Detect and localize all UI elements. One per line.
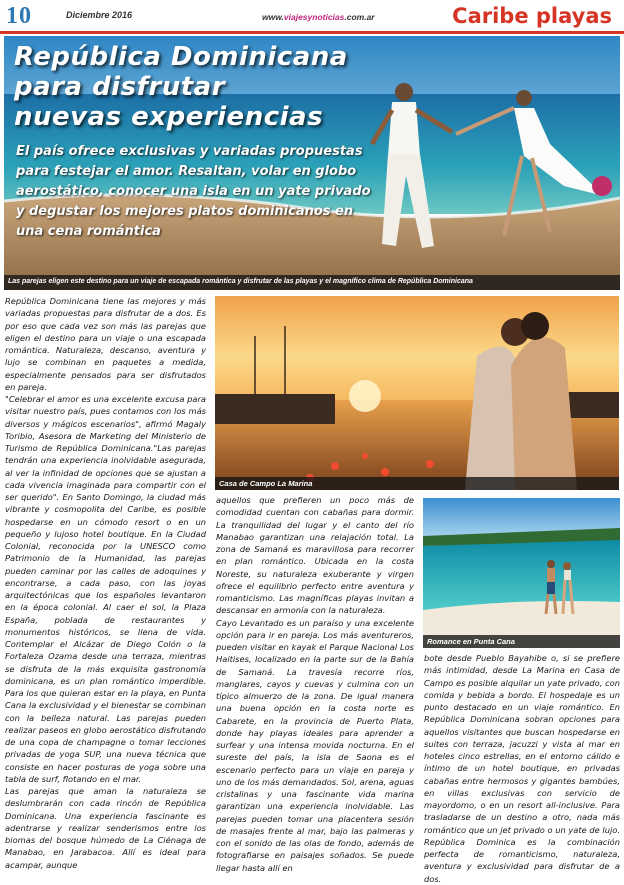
marina-sunset-image xyxy=(215,296,619,490)
article-paragraph: República Dominicana tiene las mejores y más variadas propuestas para disfrutar de a dos. Es por eso que cada vez son más las parejas que eligen el destino para un viaje o una escapada romántica. Naturaleza, descanso, aventura y lujo se combinan en paquetes a medida, especialmente pensados para ser disfrutados en pareja. xyxy=(5,296,206,392)
url-suffix: .com.ar xyxy=(344,12,375,22)
hero-headline-line: nuevas experiencias xyxy=(14,102,324,132)
punta-cana-beach-image xyxy=(423,498,620,648)
hero-headline-line: para disfrutar xyxy=(14,72,226,102)
hero-banner xyxy=(4,36,620,290)
article-paragraph: "Celebrar el amor es una excelente excusa para visitar nuestro país, pues contamos con los más diversos y mágicos escenarios", afirmó Magaly Toribio, Asesora de Marketing del Ministerio de Turismo de República Dominicana."Las parejas tendrán una experiencia inolvidable asegurada, al ver la infinidad de opciones que se ajustan a cada vivencia imaginada para compartir con el ser querido". En Santo Domingo, la ciudad más vibrante y cosmopolita del Caribe, es posible hospedarse en un cómodo resort o en un pequeño y lujoso hotel boutique. En la Ciudad Colonial, reconocida por la UNESCO como Patrimonio de la Humanidad, las parejas pueden caminar por las calles de adoquines y encontrarse, a cada paso, con las joyas arquitectónicas que los españoles levantaron en la época colonial. Al caer el sol, la Plaza España, poblada de restaurantes y monumentos históricos, se llena de vida. Contemplar el Alcázar de Diego Colón o la Fortaleza Ozama desde una terraza, mientras se disfruta de la más exquisita gastronomía dominicana, es un plan romántico imperdible. Para los que quieran estar en la playa, en Punta Cana la exclusividad y el bienestar se combinan con la belleza natural. Las parejas pueden realizar paseos en globo aerostático disfrutando de una copa de champagne o tomar lecciones privadas de yoga SUP, una nueva técnica que consiste en hacer posturas de yoga sobre una tabla de surf, flotando en el mar. xyxy=(5,394,206,784)
site-url[interactable] xyxy=(262,12,375,22)
article-column-2 xyxy=(216,494,414,873)
marina-sunset-photo xyxy=(215,296,619,490)
hero-subheadline: El país ofrece exclusivas y variadas propuestas para festejar el amor. Resaltan, volar en globo aerostático, conocer una isla en un yate privado y degustar los mejores platos dominicanos en una cena romántica xyxy=(16,144,371,239)
hero-headline xyxy=(14,42,348,132)
header-divider xyxy=(0,31,624,34)
article-paragraph: Cayo Levantado es un paraíso y una excelente opción para ir en pareja. Los más aventureros, pueden visitar en kayak el Parque Nacional Los Haitises, localizado en la parte sur de la Bahía de Samaná. La travesía recorre ríos, manglares, cayos y cuevas y culmina con un típico almuerzo de la zona. De igual manera una buena opción en la costa norte es Cabarete, en la provincia de Puerto Plata, donde hay playas ideales para aprender a surfear y una intensa movida nocturna. En el sureste del país, la isla de Saona es el escenario perfecto para un viaje en pareja y uno de los más demandados. Sol, arena, aguas cristalinas y una fascinante vida marina garantizan una experiencia inolvidable. Las parejas pueden tomar una placentera sesión de masajes frente al mar, bajo las palmeras y con el sonido de las olas de fondo, además de fotografiarse en paisajes soñados. Se puede llegar hasta allí en xyxy=(216,617,414,873)
punta-cana-caption: Romance en Punta Cana xyxy=(423,635,620,648)
page-header xyxy=(0,0,624,34)
hero-caption: Las parejas eligen este destino para un viaje de escapada romántica y disfrutar de las playas y el magnífico clima de República Dominicana xyxy=(4,275,620,290)
article-column-1 xyxy=(5,295,206,868)
punta-cana-photo xyxy=(423,498,620,648)
section-title: Caribe playas xyxy=(452,4,612,28)
hero-headline-line: República Dominicana xyxy=(14,42,348,72)
url-prefix: www. xyxy=(262,12,284,22)
marina-caption: Casa de Campo La Marina xyxy=(215,477,619,490)
issue-date: Diciembre 2016 xyxy=(66,10,133,20)
article-paragraph: aquellos que prefieren un poco más de comodidad cuentan con cabañas para dormir. La tranquilidad del lugar y el canto del río Manabao garantizan una relajación total. La zona de Samaná es maravillosa para recorrer en plan romántico. Ubicada en la costa Noreste, su naturaleza exuberante y virgen ofrece el equilibrio perfecto entre aventura y romanticismo. Las magníficas playas invitan a descansar en armonía con la naturaleza. xyxy=(216,495,414,616)
article-paragraph: bote desde Pueblo Bayahibe o, si se prefiere más intimidad, desde La Marina en Casa de Campo es posible alquilar un yate privado, con comida y bebida a bordo. El hospedaje es un punto destacado en un viaje romántico. En República Dominicana sobran opciones para aquellos visitantes que buscan hospedarse en suites con terraza, jacuzzi y vista al mar en hoteles cinco estrellas, en el entorno cálido e íntimo de un hotel boutique, en privadas cabañas entre hermosos y gigantes bambúes, en villas exclusivas con servicio de mayordomo, o en un resort all-inclusive. Para trasladarse de un destino a otro, nada más romántico que un jet privado o un yate de lujo. República Dominica es la combinación perfecta de romanticismo, naturaleza, aventura y exclusividad para disfrutar de a dos. xyxy=(424,653,620,884)
url-accent: viajesynoticias xyxy=(283,12,345,22)
page-number: 10 xyxy=(6,3,32,29)
article-paragraph: Las parejas que aman la naturaleza se deslumbrarán con cada rincón de República Dominicana. Una experiencia fascinante es adentrarse y realizar senderismos entre los biomas del bosque húmedo de La Ciénaga de Manabao, en Jarabacoa. Allí es ideal para acampar, aunque xyxy=(5,786,206,870)
article-column-3 xyxy=(424,652,620,884)
